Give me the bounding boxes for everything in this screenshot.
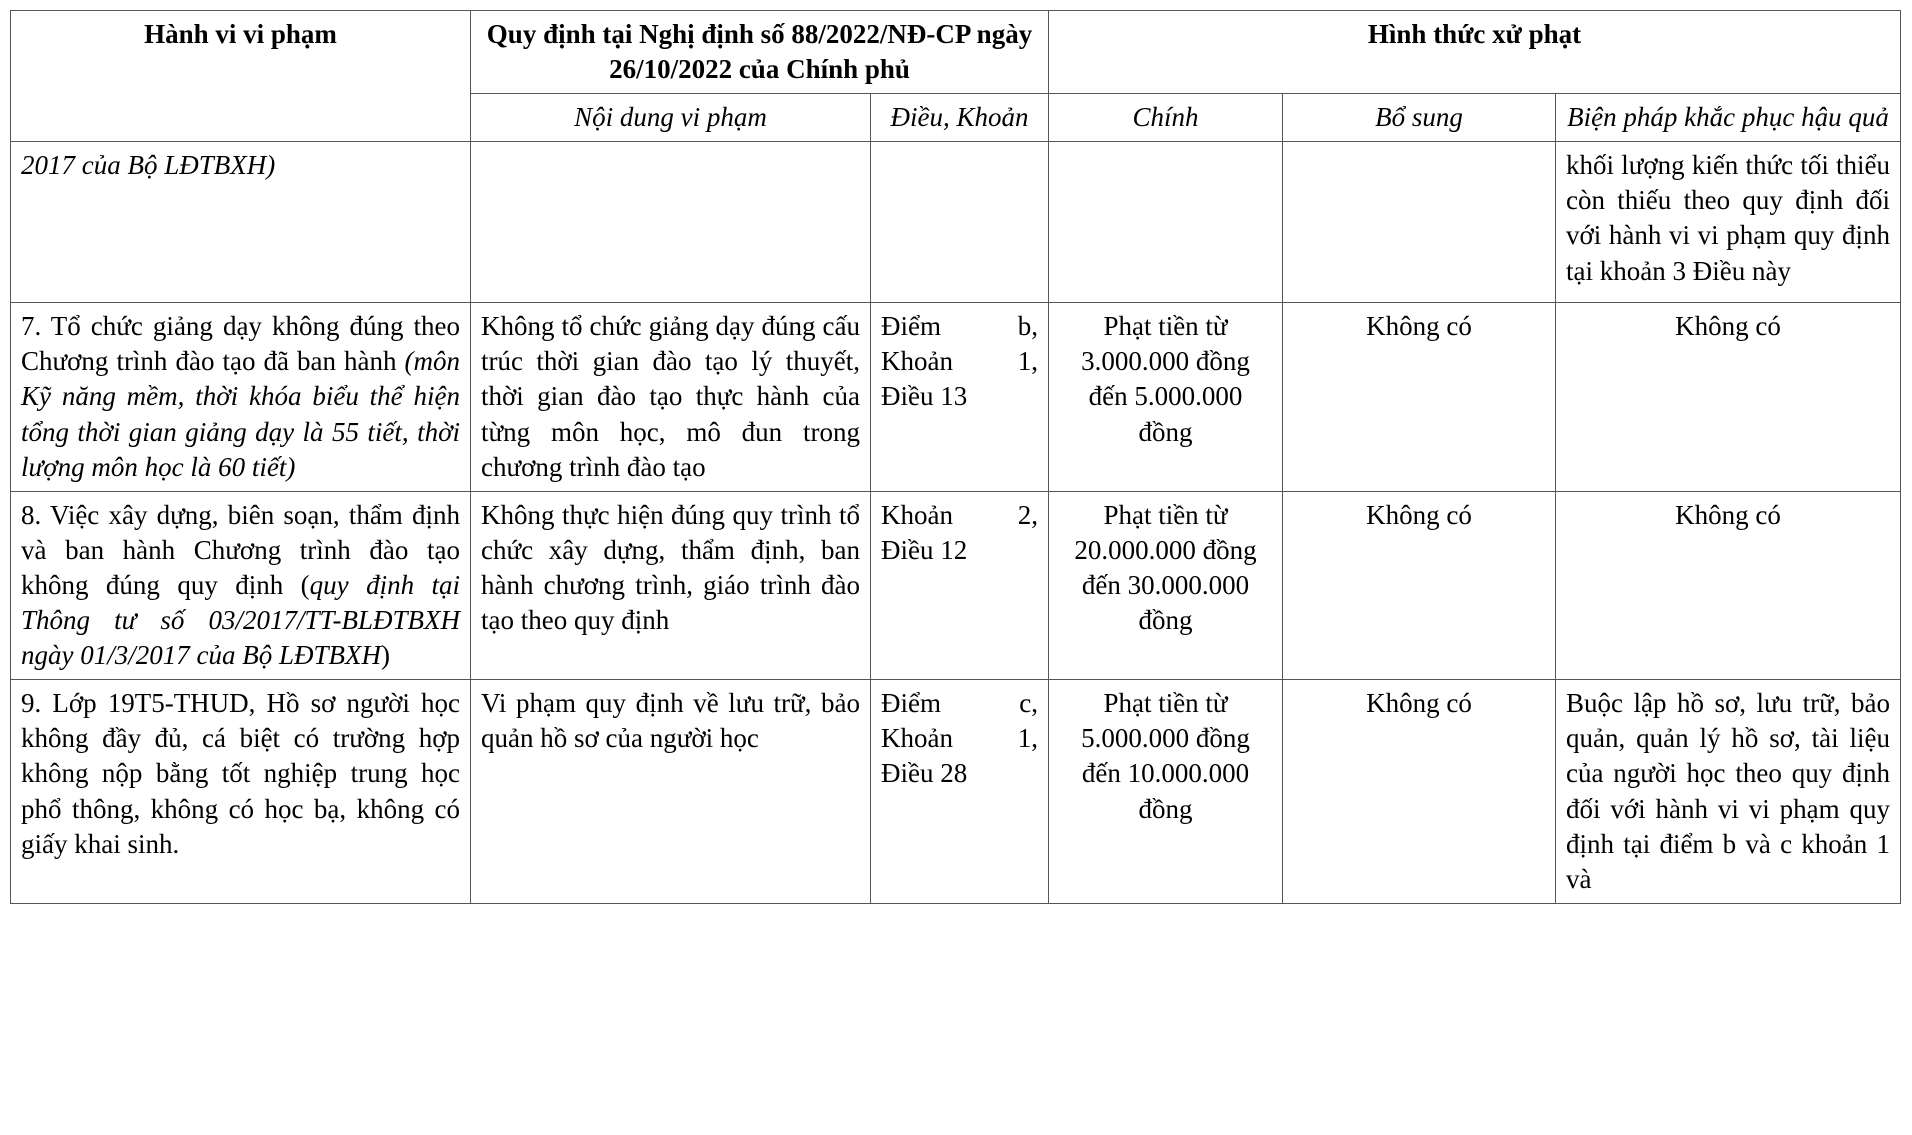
cell-dieu-khoan bbox=[871, 680, 1049, 904]
header-row-top bbox=[11, 11, 1901, 94]
column-group-header-quy-dinh: Quy định tại Nghị định số 88/2022/NĐ-CP ngày 26/10/2022 của Chính phủ bbox=[471, 11, 1049, 94]
dieu-khoan-line: Khoản 1, bbox=[881, 723, 1038, 754]
cell-dieu-khoan bbox=[871, 142, 1049, 303]
column-header-dieu-khoan: Điều, Khoản bbox=[871, 94, 1049, 142]
cell-chinh bbox=[1049, 142, 1283, 303]
cell-bien-phap: Buộc lập hồ sơ, lưu trữ, bảo quản, quản lý hồ sơ, tài liệu của người học theo quy định đối với hành vi vi phạm quy định tại điểm b và c khoản 1 và bbox=[1556, 680, 1901, 904]
cell-chinh: Phạt tiền từ 3.000.000 đồng đến 5.000.000 đồng bbox=[1049, 303, 1283, 491]
cell-hanh-vi bbox=[11, 491, 471, 679]
hanh-vi-tail: ) bbox=[380, 640, 390, 671]
column-header-hanh-vi: Hành vi vi phạm bbox=[11, 11, 471, 142]
cell-bien-phap: Không có bbox=[1556, 303, 1901, 491]
dieu-khoan-line: Điều 12 bbox=[881, 534, 968, 565]
hanh-vi-note: (môn Kỹ năng mềm, thời khóa biểu thể hiện tổng thời gian giảng dạy là 55 tiết, thời lượng môn học là 60 tiết) bbox=[21, 346, 460, 482]
cell-hanh-vi bbox=[11, 303, 471, 491]
cell-noi-dung bbox=[471, 142, 871, 303]
cell-noi-dung: Không tổ chức giảng dạy đúng cấu trúc thời gian đào tạo lý thuyết, thời gian đào tạo thực hành của từng môn học, mô đun trong chương trình đào tạo bbox=[471, 303, 871, 491]
cell-bo-sung: Không có bbox=[1283, 680, 1556, 904]
dieu-khoan-line: Điều 13 bbox=[881, 381, 968, 412]
hanh-vi-note: quy định tại Thông tư số 03/2017/TT-BLĐTBXH ngày 01/3/2017 của Bộ LĐTBXH bbox=[21, 569, 460, 671]
table-row bbox=[11, 303, 1901, 491]
cell-hanh-vi: 2017 của Bộ LĐTBXH) bbox=[11, 142, 471, 303]
table-row bbox=[11, 142, 1901, 303]
cell-bo-sung bbox=[1283, 142, 1556, 303]
column-header-bo-sung: Bổ sung bbox=[1283, 94, 1556, 142]
table-body bbox=[11, 142, 1901, 904]
column-header-noi-dung-vi-pham: Nội dung vi phạm bbox=[471, 94, 871, 142]
cell-bien-phap: Không có bbox=[1556, 491, 1901, 679]
cell-bien-phap: khối lượng kiến thức tối thiểu còn thiếu theo quy định đối với hành vi vi phạm quy định tại khoản 3 Điều này bbox=[1556, 142, 1901, 303]
dieu-khoan-line: Khoản 2, bbox=[881, 499, 1038, 530]
column-header-chinh: Chính bbox=[1049, 94, 1283, 142]
column-group-header-hinh-thuc-xu-phat: Hình thức xử phạt bbox=[1049, 11, 1901, 94]
dieu-khoan-line: Điểm b, bbox=[881, 311, 1038, 342]
cell-chinh: Phạt tiền từ 5.000.000 đồng đến 10.000.000 đồng bbox=[1049, 680, 1283, 904]
hanh-vi-text: 7. Tổ chức giảng dạy không đúng theo Chương trình đào tạo đã ban hành bbox=[21, 311, 460, 377]
column-header-bien-phap-khac-phuc: Biện pháp khắc phục hậu quả bbox=[1556, 94, 1901, 142]
cell-dieu-khoan bbox=[871, 303, 1049, 491]
table-row bbox=[11, 680, 1901, 904]
dieu-khoan-line: Điều 28 bbox=[881, 758, 968, 789]
cell-chinh: Phạt tiền từ 20.000.000 đồng đến 30.000.000 đồng bbox=[1049, 491, 1283, 679]
cell-noi-dung: Vi phạm quy định về lưu trữ, bảo quản hồ sơ của người học bbox=[471, 680, 871, 904]
table-row bbox=[11, 491, 1901, 679]
cell-noi-dung: Không thực hiện đúng quy trình tổ chức xây dựng, thẩm định, ban hành chương trình, giáo trình đào tạo theo quy định bbox=[471, 491, 871, 679]
cell-dieu-khoan bbox=[871, 491, 1049, 679]
hanh-vi-text: 8. Việc xây dựng, biên soạn, thẩm định và ban hành Chương trình đào tạo không đúng quy định ( bbox=[21, 499, 460, 600]
dieu-khoan-line: Khoản 1, bbox=[881, 346, 1038, 377]
cell-hanh-vi: 9. Lớp 19T5-THUD, Hồ sơ người học không đầy đủ, cá biệt có trường hợp không nộp bằng tốt nghiệp trung học phổ thông, không có học bạ, không có giấy khai sinh. bbox=[11, 680, 471, 904]
cell-bo-sung: Không có bbox=[1283, 491, 1556, 679]
violation-penalty-table bbox=[10, 10, 1901, 904]
dieu-khoan-line: Điểm c, bbox=[881, 688, 1038, 719]
table-header bbox=[11, 11, 1901, 142]
cell-bo-sung: Không có bbox=[1283, 303, 1556, 491]
